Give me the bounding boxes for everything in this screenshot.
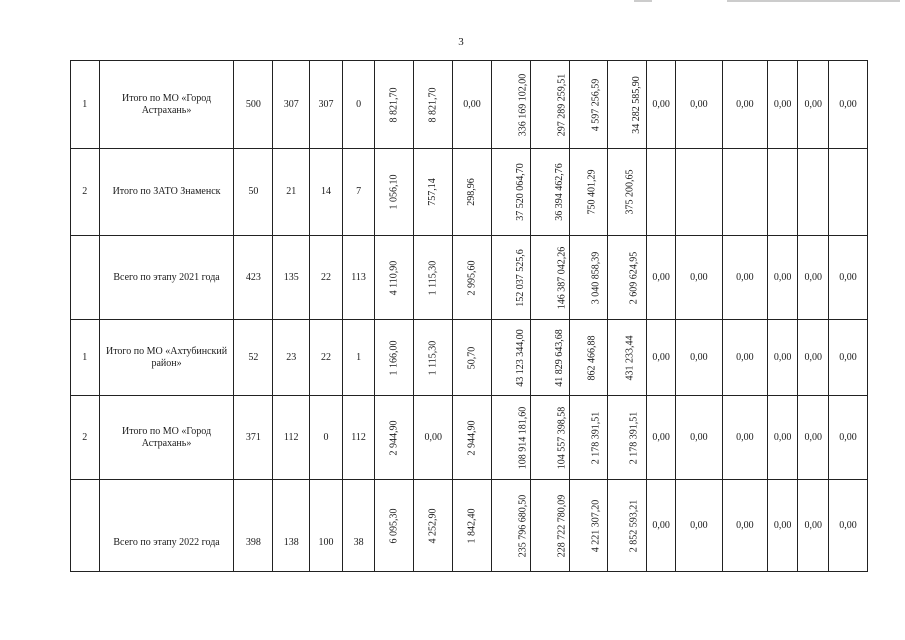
amount-cell [491, 236, 530, 320]
zero-cell: 0,00 [829, 320, 868, 396]
count-cell: 307 [310, 61, 343, 149]
count-cell: 100 [310, 480, 343, 572]
zero-cell: 0,00 [798, 236, 829, 320]
amount-cell [608, 320, 647, 396]
area-cell [375, 396, 414, 480]
amount-value: 862 466,88 [586, 335, 598, 380]
amount-cell [569, 320, 608, 396]
area-cell [375, 149, 414, 236]
area-value: 4 110,90 [388, 260, 400, 295]
amount-cell [569, 236, 608, 320]
row-number [71, 236, 100, 320]
amount-cell [530, 396, 569, 480]
zero-cell: 0,00 [722, 61, 767, 149]
zero-cell: 0,00 [767, 396, 798, 480]
amount-value: 2 178 391,51 [589, 411, 601, 464]
area-cell [375, 320, 414, 396]
count-cell: 307 [273, 61, 310, 149]
row-name: Всего по этапу 2021 года [99, 236, 234, 320]
area-value: 298,96 [466, 178, 478, 206]
zero-cell [829, 149, 868, 236]
zero-cell: 0,00 [647, 320, 676, 396]
count-cell: 14 [310, 149, 343, 236]
report-table [70, 60, 868, 572]
table-row [71, 236, 868, 320]
zero-cell: 0,00 [722, 320, 767, 396]
amount-cell [608, 149, 647, 236]
amount-cell [608, 396, 647, 480]
amount-cell [569, 480, 608, 572]
zero-cell: 0,00 [647, 61, 676, 149]
amount-cell [491, 480, 530, 572]
amount-value: 2 178 391,51 [628, 411, 640, 464]
page-number: 3 [458, 36, 464, 48]
zero-cell: 0,00 [829, 236, 868, 320]
zero-cell: 0,00 [767, 320, 798, 396]
zero-cell: 0,00 [647, 480, 676, 572]
amount-value: 235 796 680,50 [517, 494, 529, 557]
table-row [71, 149, 868, 236]
row-name: Итого по МО «Ахтубинский район» [99, 320, 234, 396]
row-name: Итого по МО «Город Астрахань» [99, 61, 234, 149]
zero-cell: 0,00 [675, 396, 722, 480]
count-cell: 112 [342, 396, 375, 480]
area-cell [453, 149, 492, 236]
row-number [71, 480, 100, 572]
area-value: 2 995,60 [466, 260, 478, 295]
row-number: 1 [71, 61, 100, 149]
zero-cell: 0,00 [829, 480, 868, 572]
amount-value: 152 037 525,6 [514, 248, 526, 307]
amount-cell [569, 61, 608, 149]
amount-value: 2 609 624,95 [628, 251, 640, 304]
zero-cell: 0,00 [675, 236, 722, 320]
table-row [71, 61, 868, 149]
table-row [71, 396, 868, 480]
count-cell: 423 [234, 236, 273, 320]
amount-value: 108 914 181,60 [517, 406, 529, 469]
amount-cell [530, 149, 569, 236]
area-value: 757,14 [427, 178, 439, 206]
zero-cell: 0,00 [722, 480, 767, 572]
amount-value: 336 169 102,00 [517, 73, 529, 136]
area-cell [453, 236, 492, 320]
zero-cell: 0,00 [722, 236, 767, 320]
amount-value: 4 221 307,20 [589, 499, 601, 552]
area-cell [414, 149, 453, 236]
area-value: 4 252,90 [427, 508, 439, 543]
amount-value: 34 282 585,90 [631, 75, 643, 134]
amount-value: 431 233,44 [624, 335, 636, 380]
area-cell [453, 480, 492, 572]
count-cell: 50 [234, 149, 273, 236]
row-number: 1 [71, 320, 100, 396]
zero-cell: 0,00 [675, 480, 722, 572]
count-cell: 7 [342, 149, 375, 236]
zero-cell: 0,00 [675, 61, 722, 149]
amount-cell [530, 61, 569, 149]
amount-value: 3 040 858,39 [589, 251, 601, 304]
count-cell: 52 [234, 320, 273, 396]
amount-cell [491, 320, 530, 396]
top-edge-marks [0, 0, 905, 6]
area-cell [453, 320, 492, 396]
area-cell [414, 61, 453, 149]
area-value: 0,00 [424, 431, 442, 443]
zero-cell: 0,00 [798, 61, 829, 149]
area-value: 1 842,40 [466, 508, 478, 543]
amount-cell [530, 320, 569, 396]
area-value: 8 821,70 [388, 87, 400, 122]
count-cell: 113 [342, 236, 375, 320]
count-cell: 398 [234, 480, 273, 572]
count-cell: 0 [342, 61, 375, 149]
zero-cell [647, 149, 676, 236]
amount-value: 750 401,29 [586, 169, 598, 215]
area-value: 1 166,00 [388, 340, 400, 375]
amount-value: 43 123 344,00 [514, 328, 526, 387]
amount-value: 2 852 593,21 [628, 499, 640, 552]
count-cell: 38 [342, 480, 375, 572]
area-value: 2 944,90 [466, 420, 478, 455]
row-name: Итого по ЗАТО Знаменск [99, 149, 234, 236]
amount-value: 41 829 643,68 [553, 328, 565, 387]
count-cell: 0 [310, 396, 343, 480]
amount-cell [530, 236, 569, 320]
zero-cell: 0,00 [829, 396, 868, 480]
area-cell [414, 236, 453, 320]
amount-cell [491, 149, 530, 236]
count-cell: 21 [273, 149, 310, 236]
count-cell: 371 [234, 396, 273, 480]
area-value: 6 095,30 [388, 508, 400, 543]
zero-cell: 0,00 [722, 396, 767, 480]
count-cell: 500 [234, 61, 273, 149]
amount-value: 4 597 256,59 [589, 78, 601, 131]
area-cell [414, 480, 453, 572]
row-name: Итого по МО «Город Астрахань» [99, 396, 234, 480]
row-name: Всего по этапу 2022 года [99, 480, 234, 572]
zero-cell: 0,00 [647, 396, 676, 480]
zero-cell [767, 149, 798, 236]
row-number: 2 [71, 396, 100, 480]
count-cell: 135 [273, 236, 310, 320]
amount-cell [491, 61, 530, 149]
row-number: 2 [71, 149, 100, 236]
area-value: 1 115,30 [427, 260, 439, 295]
count-cell: 23 [273, 320, 310, 396]
amount-cell [608, 236, 647, 320]
amount-value: 36 394 462,76 [553, 163, 565, 221]
zero-cell: 0,00 [798, 480, 829, 572]
count-cell: 22 [310, 236, 343, 320]
zero-cell [722, 149, 767, 236]
amount-cell [608, 480, 647, 572]
area-value: 2 944,90 [388, 420, 400, 455]
table-row [71, 320, 868, 396]
area-cell [453, 61, 492, 149]
zero-cell: 0,00 [829, 61, 868, 149]
amount-cell [569, 149, 608, 236]
area-cell [414, 396, 453, 480]
amount-cell [491, 396, 530, 480]
area-cell [414, 320, 453, 396]
count-cell: 112 [273, 396, 310, 480]
amount-value: 37 520 064,70 [514, 163, 526, 221]
zero-cell: 0,00 [647, 236, 676, 320]
area-value: 0,00 [463, 98, 481, 110]
zero-cell: 0,00 [798, 396, 829, 480]
zero-cell: 0,00 [767, 480, 798, 572]
count-cell: 1 [342, 320, 375, 396]
area-value: 50,70 [466, 346, 478, 369]
amount-cell [530, 480, 569, 572]
amount-cell [608, 61, 647, 149]
area-value: 1 115,30 [427, 340, 439, 375]
count-cell: 138 [273, 480, 310, 572]
amount-value: 146 387 042,26 [556, 246, 568, 309]
zero-cell: 0,00 [798, 320, 829, 396]
area-cell [375, 236, 414, 320]
zero-cell: 0,00 [767, 61, 798, 149]
area-cell [453, 396, 492, 480]
amount-value: 228 722 780,09 [556, 494, 568, 557]
amount-value: 375 200,65 [624, 169, 636, 215]
area-cell [375, 61, 414, 149]
amount-cell [569, 396, 608, 480]
amount-value: 297 289 259,51 [556, 73, 568, 136]
table-row [71, 480, 868, 572]
area-cell [375, 480, 414, 572]
amount-value: 104 557 398,58 [556, 406, 568, 469]
zero-cell [675, 149, 722, 236]
zero-cell: 0,00 [767, 236, 798, 320]
area-value: 1 056,10 [388, 174, 400, 210]
zero-cell: 0,00 [675, 320, 722, 396]
count-cell: 22 [310, 320, 343, 396]
zero-cell [798, 149, 829, 236]
area-value: 8 821,70 [427, 87, 439, 122]
